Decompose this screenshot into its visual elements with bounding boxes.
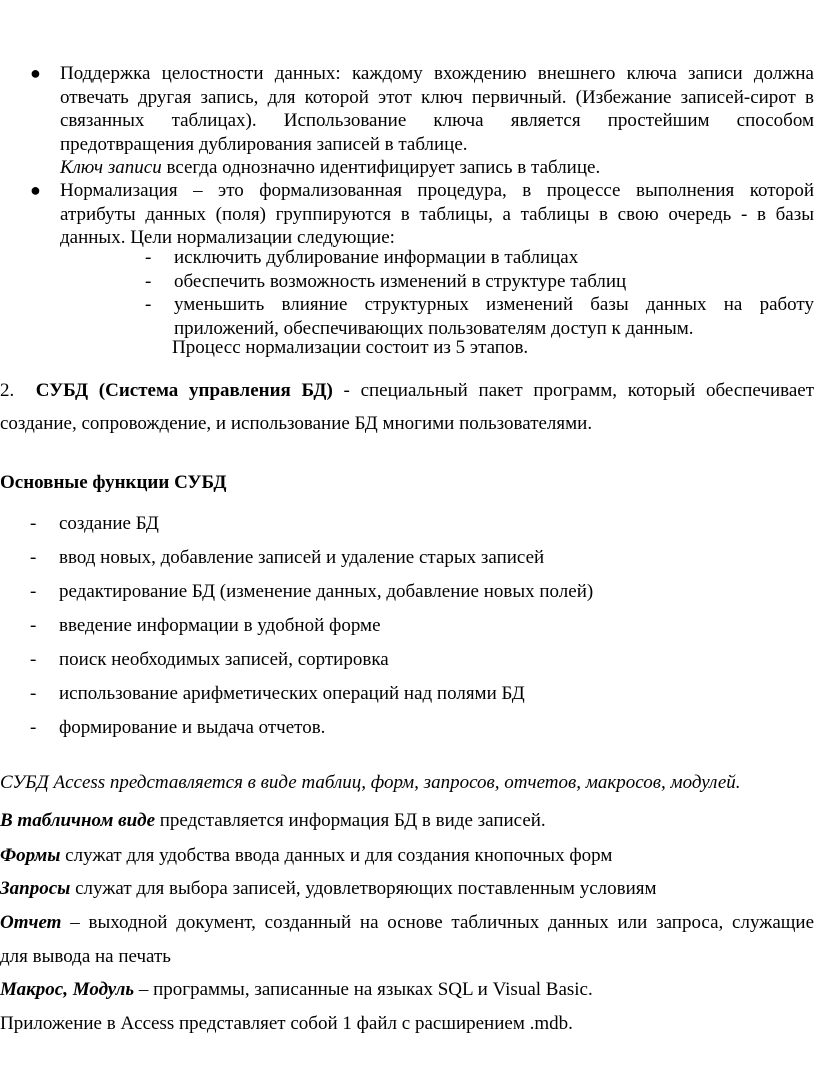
normalization-steps: Процесс нормализации состоит из 5 этапов. bbox=[172, 337, 529, 358]
macro-text: – программы, записанные на языках SQL и Visual Basic. bbox=[134, 979, 593, 1000]
bullet-dot-icon: ● bbox=[30, 180, 41, 200]
section-number: 2. bbox=[0, 380, 15, 401]
access-table-view bbox=[0, 810, 546, 832]
table-view-text: представляется информация БД в виде записей. bbox=[155, 810, 546, 831]
forms-text: служат для удобства ввода данных и для создания кнопочных форм bbox=[60, 845, 613, 866]
key-note-text: всегда однозначно идентифицирует запись в таблице. bbox=[161, 157, 601, 178]
forms-term: Формы bbox=[0, 845, 61, 866]
dash-icon: - bbox=[30, 717, 37, 738]
list-item bbox=[30, 711, 593, 745]
queries-term: Запросы bbox=[0, 878, 71, 899]
list-item bbox=[145, 270, 814, 294]
bullet-normalization bbox=[30, 179, 814, 250]
list-item bbox=[30, 609, 593, 643]
bullet-dot-icon: ● bbox=[30, 63, 41, 83]
bullet-line: Нормализация – это формализованная процедура, в процессе выполнения которой bbox=[60, 180, 814, 201]
dash-icon: - bbox=[30, 581, 37, 602]
list-item bbox=[30, 507, 593, 541]
dbms-term: СУБД (Система управления БД) bbox=[35, 380, 333, 401]
normalization-goals-list bbox=[145, 246, 814, 340]
list-item-text: редактирование БД (изменение данных, добавление новых полей) bbox=[59, 581, 594, 602]
list-item-text: введение информации в удобной форме bbox=[59, 615, 381, 636]
dash-icon: - bbox=[30, 615, 37, 636]
list-item-text: формирование и выдача отчетов. bbox=[59, 717, 326, 738]
list-item-text: исключить дублирование информации в таблицах bbox=[174, 247, 579, 268]
list-item-text: обеспечить возможность изменений в структуре таблиц bbox=[174, 270, 627, 292]
access-forms bbox=[0, 845, 612, 867]
list-item bbox=[30, 677, 593, 711]
table-view-term: В табличном виде bbox=[0, 810, 156, 831]
bullet-line: отвечать другая запись, для которой этот ключ первичный. (Избежание записей-сирот в bbox=[60, 86, 814, 108]
access-file-line: Приложение в Access представляет собой 1 файл с расширением .mdb. bbox=[0, 1013, 573, 1034]
bullet-line: Поддержка целостности данных: каждому вхождению внешнего ключа записи должна bbox=[60, 63, 814, 84]
bullet-line: связанных таблицах). Использование ключа является простейшим способом bbox=[60, 110, 814, 131]
queries-text: служат для выбора записей, удовлетворяющих поставленным условиям bbox=[70, 878, 657, 899]
report-term: Отчет bbox=[0, 912, 62, 933]
dbms-line-1 bbox=[0, 379, 814, 402]
dash-icon: - bbox=[145, 270, 152, 292]
bullet-line: предотвращения дублирования записей в таблице. bbox=[60, 133, 468, 155]
report-line-1 bbox=[0, 911, 814, 934]
dash-icon: - bbox=[30, 513, 37, 534]
key-note-term: Ключ записи bbox=[60, 157, 162, 178]
list-item bbox=[145, 246, 814, 270]
dbms-line-1-rest: - специальный пакет программ, который обеспечивает bbox=[332, 380, 815, 401]
list-item-text: использование арифметических операций над полями БД bbox=[59, 683, 525, 704]
list-item-text: поиск необходимых записей, сортировка bbox=[59, 649, 389, 670]
list-item-text: ввод новых, добавление записей и удаление старых записей bbox=[59, 547, 545, 568]
dbms-definition bbox=[0, 379, 814, 435]
bullet-line: атрибуты данных (поля) группируются в таблицы, а таблицы в свою очередь - в базы bbox=[60, 203, 814, 225]
dash-icon: - bbox=[30, 683, 37, 704]
list-item bbox=[30, 541, 593, 575]
access-intro: СУБД Access представляется в виде таблиц, форм, запросов, отчетов, макросов, модулей. bbox=[0, 772, 741, 793]
list-item bbox=[145, 293, 814, 340]
bullet-integrity bbox=[30, 62, 814, 180]
list-item-text: уменьшить влияние структурных изменений базы данных на работу приложений, обеспечивающих пользователям доступ к данным. bbox=[174, 294, 814, 339]
bullet-line: данных. Цели нормализации следующие: bbox=[60, 227, 395, 248]
list-item bbox=[30, 643, 593, 677]
macro-term: Макрос, Модуль bbox=[0, 979, 135, 1000]
report-line-2: для вывода на печать bbox=[0, 946, 171, 967]
list-item bbox=[30, 575, 593, 609]
dbms-line-2: создание, сопровождение, и использование БД многими пользователями. bbox=[0, 413, 593, 434]
functions-heading: Основные функции СУБД bbox=[0, 472, 227, 493]
key-note bbox=[60, 156, 814, 180]
report-text-1: – выходной документ, созданный на основе табличных данных или запроса, служащие bbox=[61, 912, 814, 933]
functions-list bbox=[30, 507, 593, 745]
access-queries bbox=[0, 878, 657, 900]
access-macro bbox=[0, 979, 593, 1001]
list-item-text: создание БД bbox=[59, 513, 159, 534]
dash-icon: - bbox=[30, 547, 37, 568]
dash-icon: - bbox=[30, 649, 37, 670]
access-report bbox=[0, 911, 814, 968]
dash-icon: - bbox=[145, 247, 152, 268]
dash-icon: - bbox=[145, 294, 152, 315]
